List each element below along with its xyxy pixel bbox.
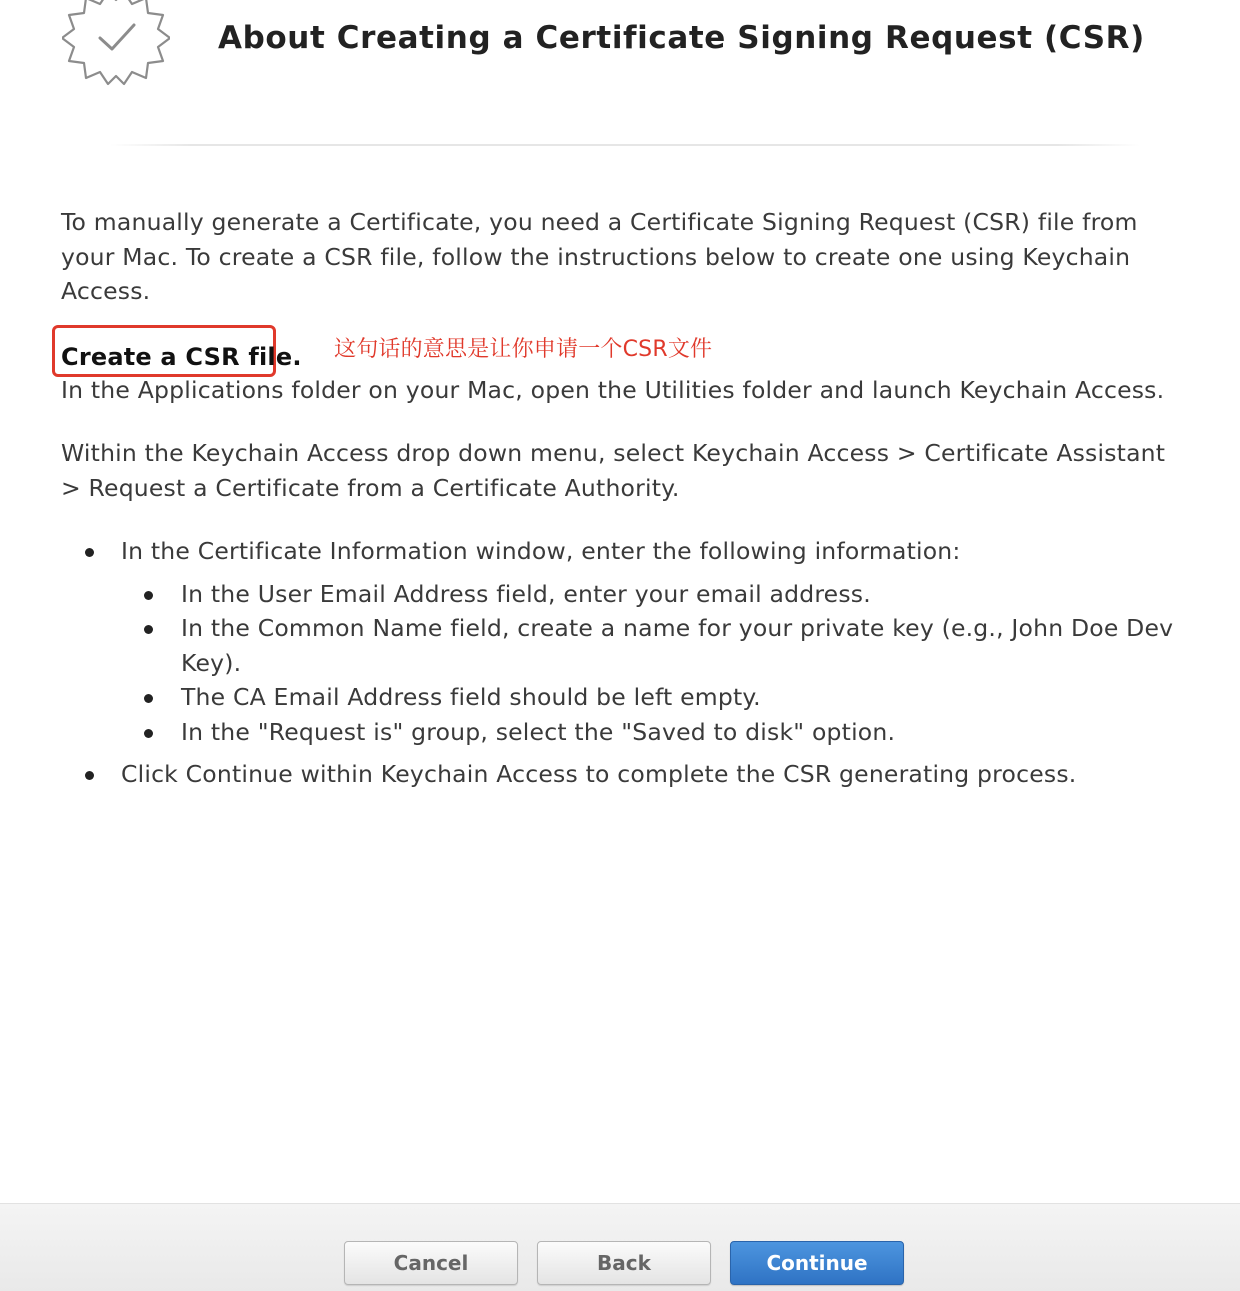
section-heading: Create a CSR file. (61, 342, 302, 371)
back-button[interactable]: Back (537, 1241, 711, 1285)
list-item-text: Click Continue within Keychain Access to complete the CSR generating process. (121, 760, 1077, 788)
page-title: About Creating a Certificate Signing Request (CSR) (218, 20, 1145, 56)
certificate-badge-icon (62, 0, 170, 90)
section-heading-row (61, 336, 1181, 375)
instructions-content (61, 205, 1181, 792)
annotation-note: 这句话的意思是让你申请一个CSR文件 (334, 336, 713, 362)
menu-instruction: Within the Keychain Access drop down menu, select Keychain Access > Certificate Assistant > Request a Certificate from a Certificate Authority. (61, 439, 1166, 502)
sub-list-item: In the Common Name field, create a name for your private key (e.g., John Doe Dev Key). (121, 611, 1181, 680)
sub-list-item: In the "Request is" group, select the "Saved to disk" option. (121, 715, 1181, 750)
list-item (61, 757, 1181, 792)
instruction-list (61, 534, 1181, 792)
apps-instruction: In the Applications folder on your Mac, open the Utilities folder and launch Keychain Access. (61, 375, 1165, 404)
footer-bar (0, 1203, 1240, 1291)
list-item-text: In the Certificate Information window, enter the following information: (121, 537, 961, 565)
intro-paragraph: To manually generate a Certificate, you need a Certificate Signing Request (CSR) file from your Mac. To create a CSR file, follow the instructions below to create one using Keychain Access. (61, 208, 1138, 305)
sub-list-item: The CA Email Address field should be left empty. (121, 680, 1181, 715)
list-item (61, 534, 1181, 749)
sub-list-item: In the User Email Address field, enter your email address. (121, 577, 1181, 612)
cancel-button[interactable]: Cancel (344, 1241, 518, 1285)
header-divider (110, 144, 1140, 146)
sub-instruction-list (121, 577, 1181, 750)
continue-button[interactable]: Continue (730, 1241, 904, 1285)
